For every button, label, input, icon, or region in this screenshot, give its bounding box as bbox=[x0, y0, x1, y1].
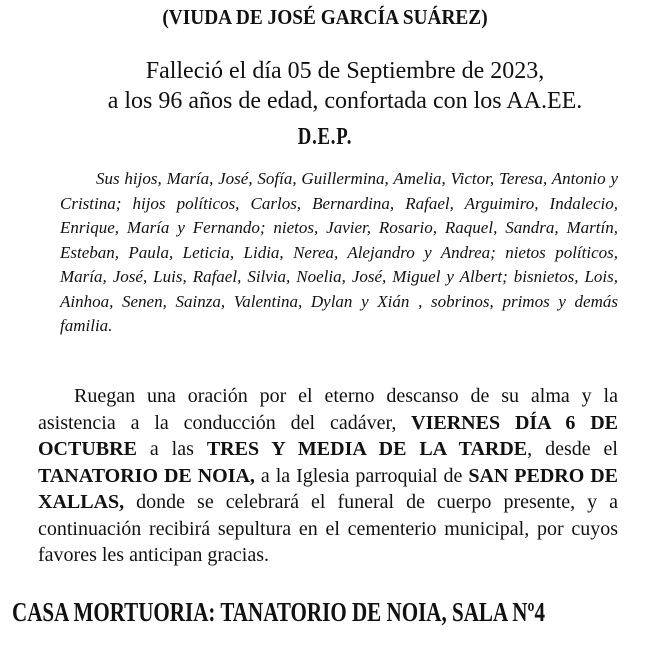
funeral-time: TRES Y MEDIA DE LA TARDE bbox=[206, 438, 528, 460]
dep-heading: D.E.P. bbox=[297, 124, 353, 150]
family-list bbox=[60, 167, 618, 339]
church-name: SAN PEDRO DE XALLAS, bbox=[38, 464, 619, 513]
death-age-line: a los 96 años de edad, confortada con los AA.EE. bbox=[107, 88, 583, 114]
family-text: Sus hijos, María, José, Sofía, Guillermina, Amelia, Victor, Teresa, Antonio y Cristina; hijos políticos, Carlos, Bernardina, Rafael, Arguimiro, Indalecio, Enrique, María y Fernando; nietos, Javier, Rosario, Raquel, Sandra, Martín, Esteban, Paula, Leticia, Lidia, Nerea, Alejandro y Andrea; nietos políticos, María, José, Luis, Rafael, Silvia, Noelia, José, Miguel y Albert; bisnietos, Lois, Ainhoa, Senen, Sainza, Valentina, Dylan y Xián , sobrinos, primos y demás familia. bbox=[60, 169, 618, 335]
mortuary-line: CASA MORTUORIA: TANATORIO DE NOIA, SALA Nº4 bbox=[12, 597, 545, 627]
death-date-line: Falleció el día 05 de Septiembre de 2023, bbox=[145, 58, 545, 84]
request-text-3: , desde el bbox=[527, 438, 618, 460]
request-text-1: Ruegan una oración por el eterno descanso de su alma y la asistencia a la conducción del cadáver, bbox=[38, 385, 618, 434]
widow-line: (VIUDA DE JOSÉ GARCÍA SUÁREZ) bbox=[162, 5, 488, 29]
request-text-4: a la Iglesia parroquial de bbox=[254, 464, 469, 487]
request-text-5: donde se celebrará el funeral de cuerpo presente, y a continuación recibirá sepultura en el cementerio municipal, por cuyos favores les anticipan gracias. bbox=[38, 491, 618, 566]
death-info bbox=[60, 56, 630, 116]
funeral-origin: TANATORIO DE NOIA, bbox=[38, 464, 255, 487]
request-text-2: a las bbox=[136, 438, 207, 460]
funeral-request bbox=[38, 383, 618, 569]
funeral-date: VIERNES DÍA 6 DE OCTUBRE bbox=[38, 411, 619, 460]
